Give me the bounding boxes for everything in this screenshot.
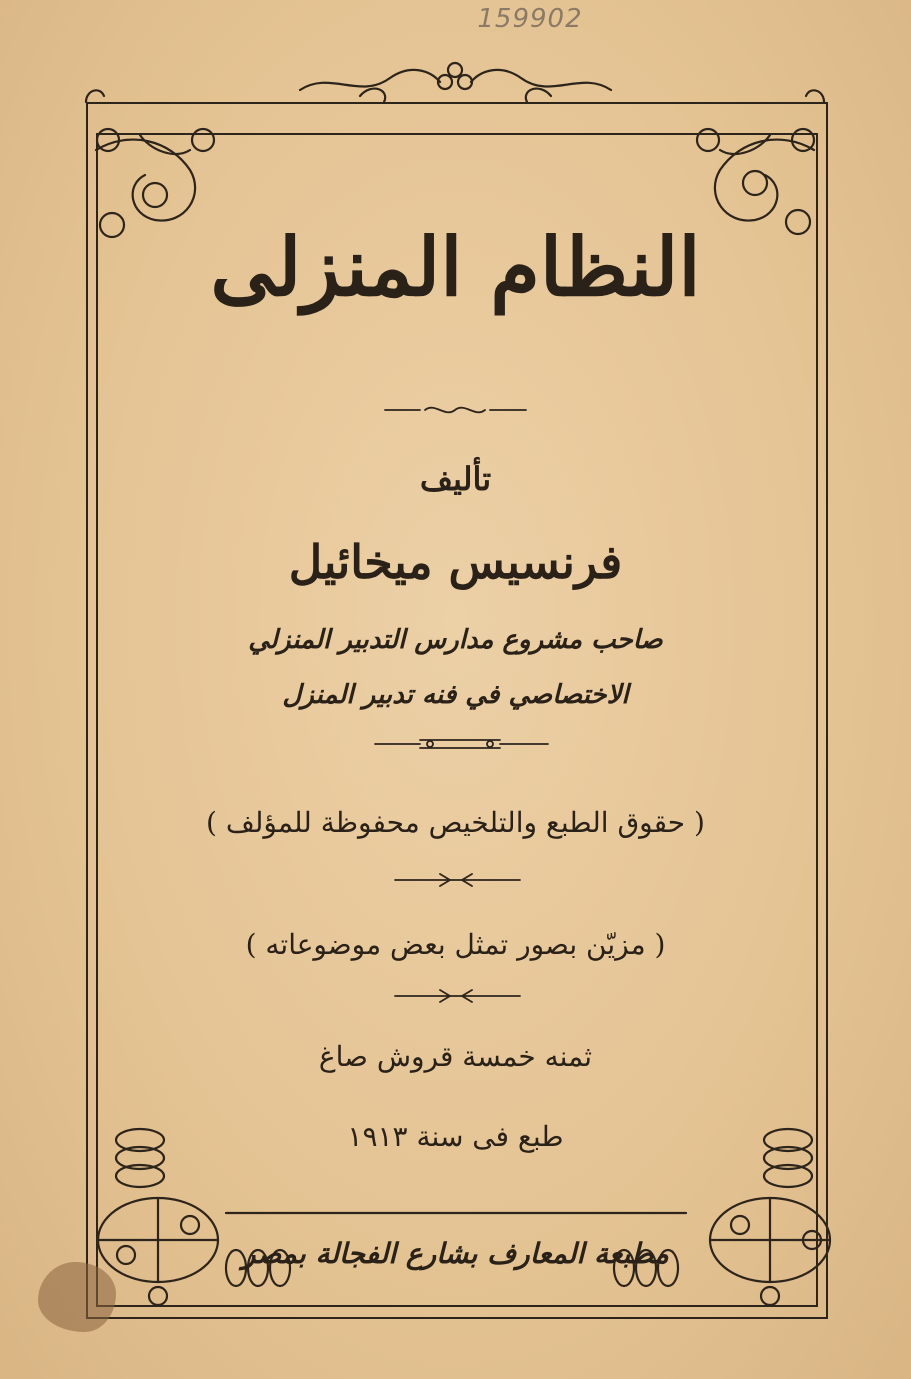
top-crest-ornament: [86, 63, 824, 102]
divider-4: [395, 990, 520, 1002]
author-name: فرنسيس ميخائيل: [288, 535, 623, 589]
author-description-line-1: صاحب مشروع مدارس التدبير المنزلي: [248, 625, 663, 655]
bottom-left-corner-ornament: [98, 1129, 290, 1305]
divider-2: [375, 740, 548, 748]
rights-notice: ( حقوق الطبع والتلخيص محفوظة للمؤلف ): [206, 806, 705, 839]
illustrations-note: ( مزيّن بصور تمثل بعض موضوعاته ): [245, 928, 666, 961]
printer-imprint: مطبعة المعارف بشارع الفجالة بمصر: [242, 1237, 669, 1270]
printed-year: طبع فى سنة ١٩١٣: [347, 1120, 564, 1153]
paper-stain: [38, 1262, 116, 1332]
divider-1: [385, 408, 526, 413]
bottom-right-corner-ornament: [614, 1129, 830, 1305]
author-description-line-2: الاختصاصي في فنه تدبير المنزل: [282, 680, 629, 710]
divider-3: [395, 874, 520, 886]
book-title: النظام المنزلى: [210, 220, 701, 314]
catalog-number: 159902: [477, 4, 583, 34]
authorship-label: تأليف: [419, 460, 492, 498]
price-line: ثمنه خمسة قروش صاغ: [318, 1040, 593, 1073]
